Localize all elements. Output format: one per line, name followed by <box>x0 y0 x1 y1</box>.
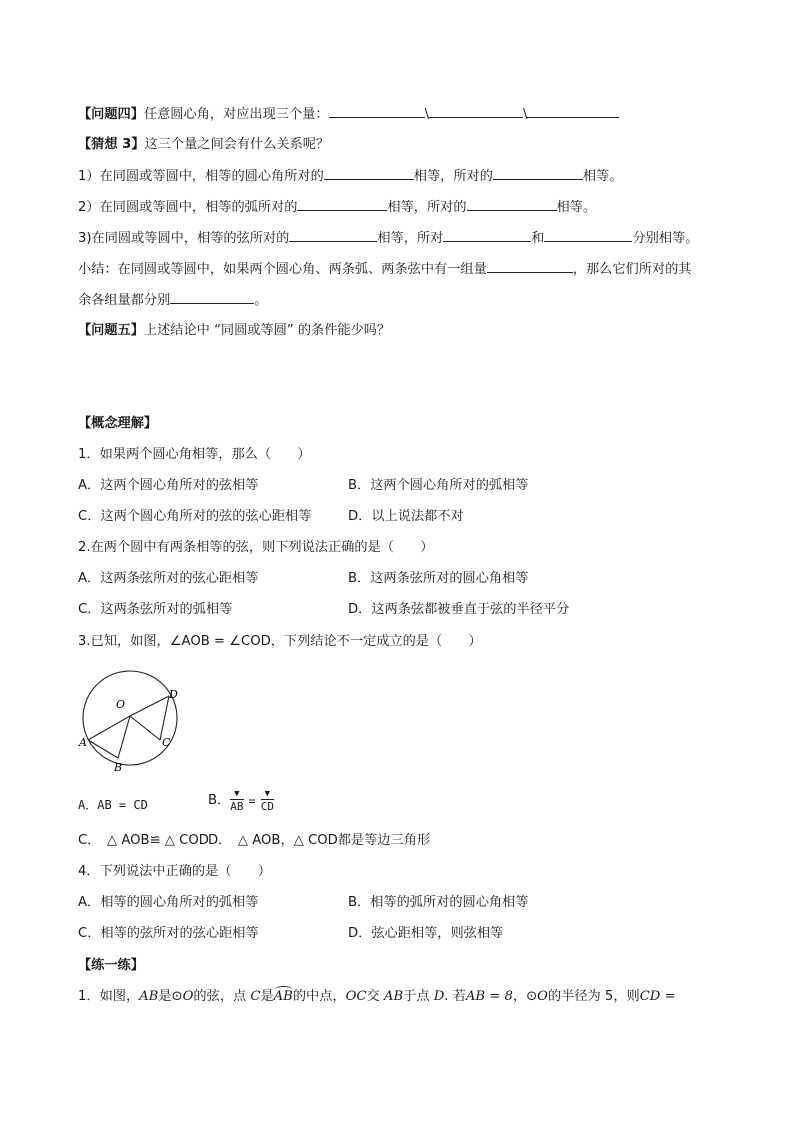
summary-text: ，那么它们所对的其 <box>572 262 692 277</box>
summary-text: 。 <box>254 293 268 308</box>
guess-3-text: 这三个量之间会有什么关系呢？ <box>144 137 330 152</box>
chord-ab <box>88 740 118 758</box>
option-b[interactable]: B．这两条弦所对的圆心角相等 <box>348 571 529 586</box>
text: . 若 <box>444 989 466 1004</box>
answer-blank[interactable] <box>297 198 387 211</box>
option-d[interactable]: D． △ AOB，△ COD都是等边三角形 <box>208 833 431 848</box>
question-4 <box>78 105 619 124</box>
section-heading: 【概念理解】 <box>78 416 158 431</box>
question-stem: 2.在两个圆中有两条相等的弦，则下列说法正确的是（ ） <box>78 540 434 555</box>
arc-ab <box>230 790 243 812</box>
statement-text: 相等，所对的 <box>387 200 467 215</box>
text: 于点 <box>403 989 434 1004</box>
question-5 <box>78 322 390 340</box>
statement-text: 1）在同圆或等圆中，相等的圆心角所对的 <box>78 169 324 184</box>
answer-blank[interactable] <box>487 260 573 273</box>
option-b[interactable] <box>208 790 274 812</box>
circle-diagram <box>72 668 192 778</box>
radius-oc <box>130 716 160 740</box>
statement-text: 相等。 <box>582 169 623 184</box>
statement-1 <box>78 167 622 186</box>
option-label: B． <box>208 793 231 808</box>
text: 是 <box>260 989 274 1004</box>
arc-ab-math <box>274 989 293 1004</box>
label-c: C <box>162 736 171 749</box>
math: OC <box>345 989 367 1004</box>
radius-od <box>130 696 169 716</box>
separator: \ <box>424 107 430 122</box>
guess-3 <box>78 136 329 154</box>
question-4-text: 任意圆心角，对应出现三个量： <box>143 107 329 122</box>
question-stem: 4．下列说法中正确的是（ ） <box>78 864 272 879</box>
math: D <box>433 989 445 1004</box>
answer-blank[interactable] <box>467 198 557 211</box>
section-heading: 【练一练】 <box>78 958 144 973</box>
answer-blank[interactable] <box>170 291 254 304</box>
question-4-tag: 【问题四】 <box>78 107 144 122</box>
option-a[interactable]: A．AB = CD <box>78 798 148 812</box>
arc-label: CD <box>260 800 274 813</box>
answer-blank[interactable] <box>493 167 583 180</box>
answer-blank[interactable] <box>289 229 377 242</box>
arc-label: AB <box>230 800 244 813</box>
text: 1．如图， <box>78 989 140 1004</box>
answer-blank[interactable] <box>329 105 425 118</box>
separator: \ <box>523 107 528 122</box>
text: 交 <box>366 989 384 1004</box>
chord-cd <box>160 696 169 740</box>
summary-line-1 <box>78 260 692 279</box>
math: AB <box>139 989 159 1004</box>
label-a: A <box>79 736 87 749</box>
math: AB <box>383 989 404 1004</box>
math: C <box>250 989 261 1004</box>
statement-text: 3)在同圆或等圆中，相等的弦所对的 <box>78 231 290 246</box>
statement-2 <box>78 198 596 217</box>
summary-line-2 <box>78 291 268 310</box>
statement-text: 和 <box>531 231 545 246</box>
math: O <box>537 989 548 1004</box>
statement-text: 相等。 <box>556 200 597 215</box>
option-b[interactable]: B．相等的弧所对的圆心角相等 <box>348 895 529 910</box>
answer-blank[interactable] <box>324 167 414 180</box>
label-b: B <box>114 761 123 774</box>
guess-3-tag: 【猜想 3】 <box>78 137 145 152</box>
option-c[interactable]: C． △ AOB≌ △ COD <box>78 833 209 848</box>
option-b[interactable]: B．这两个圆心角所对的弧相等 <box>348 478 529 493</box>
summary-text: 余各组量都分别 <box>78 293 171 308</box>
math: AB <box>273 989 293 1004</box>
question-stem: 3.已知，如图，∠AOB = ∠COD，下列结论不一定成立的是（ ） <box>78 634 482 649</box>
statement-text: 相等，所对 <box>377 231 444 246</box>
option-c[interactable]: C．相等的弦所对的弦心距相等 <box>78 926 259 941</box>
math: O <box>182 989 194 1004</box>
answer-blank[interactable] <box>527 105 619 118</box>
practice-question-1 <box>78 988 676 1006</box>
statement-text: 分别相等。 <box>632 231 699 246</box>
text: 是⊙ <box>158 989 183 1004</box>
answer-blank[interactable] <box>443 229 531 242</box>
statement-text: 相等，所对的 <box>413 169 493 184</box>
statement-text: 2）在同圆或等圆中，相等的弧所对的 <box>78 200 298 215</box>
option-d[interactable]: D．这两条弦都被垂直于弦的半径平分 <box>348 602 570 617</box>
question-stem: 1．如果两个圆心角相等，那么（ ） <box>78 447 311 462</box>
question-5-tag: 【问题五】 <box>78 323 144 338</box>
option-d[interactable]: D．弦心距相等，则弦相等 <box>348 926 504 941</box>
answer-blank[interactable] <box>544 229 632 242</box>
statement-3 <box>78 229 698 248</box>
math: CD = <box>639 989 676 1004</box>
text: 的弦，点 <box>193 989 251 1004</box>
text: 的半径为 5，则 <box>547 989 640 1004</box>
summary-text: 小结：在同圆或等圆中，如果两个圆心角、两条弧、两条弦中有一组量 <box>78 262 487 277</box>
equals-sign: = <box>248 794 256 808</box>
arc-mark-icon: ▼ <box>264 789 271 799</box>
question-5-text: 上述结论中 “同圆或等圆” 的条件能少吗？ <box>143 323 391 338</box>
option-a[interactable]: A．相等的圆心角所对的弧相等 <box>78 895 259 910</box>
option-d[interactable]: D．以上说法都不对 <box>348 509 464 524</box>
arc-cd <box>261 790 274 812</box>
text: 的中点， <box>292 989 346 1004</box>
option-c[interactable]: C．这两条弦所对的弧相等 <box>78 602 233 617</box>
option-c[interactable]: C．这两个圆心角所对的弦的弦心距相等 <box>78 509 312 524</box>
answer-blank[interactable] <box>429 105 523 118</box>
option-a[interactable]: A．这两个圆心角所对的弦相等 <box>78 478 259 493</box>
text: ，⊙ <box>512 989 538 1004</box>
label-o: O <box>116 698 126 711</box>
math: AB = 8 <box>465 989 513 1004</box>
option-a[interactable]: A．这两条弦所对的弦心距相等 <box>78 571 259 586</box>
label-d: D <box>169 688 178 701</box>
arc-mark-icon: ▼ <box>234 789 240 799</box>
